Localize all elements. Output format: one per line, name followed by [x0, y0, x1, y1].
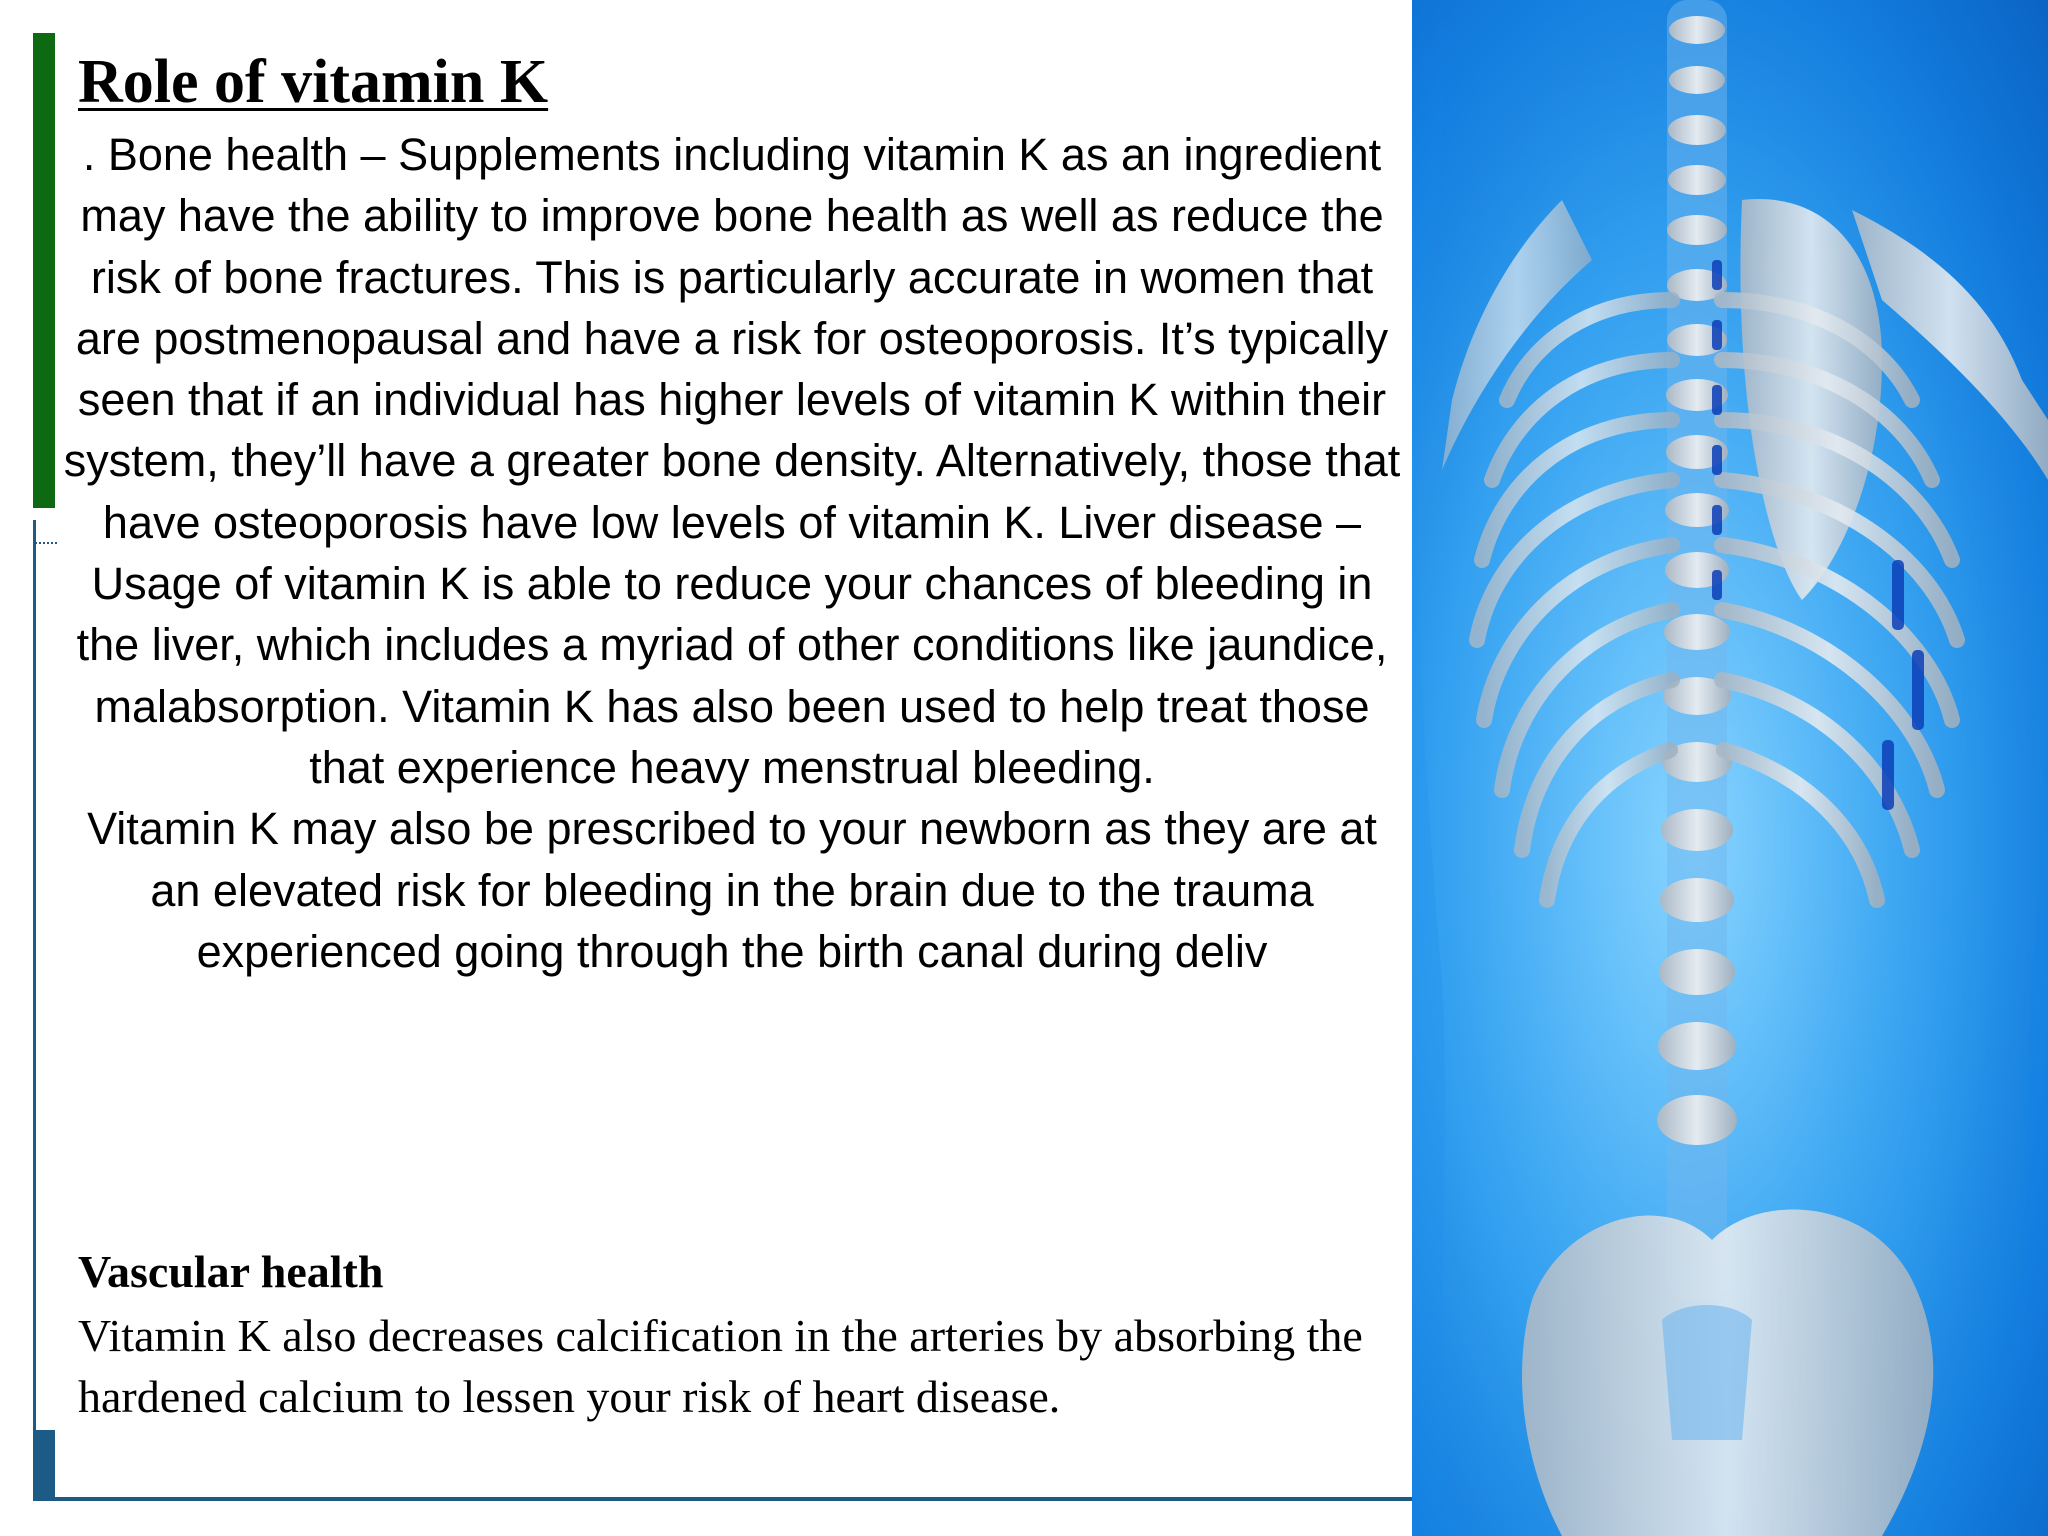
body-text-block [62, 124, 1402, 982]
green-accent-bar [33, 33, 55, 508]
bottom-border-line [33, 1497, 1413, 1501]
newborn-paragraph: Vitamin K may also be prescribed to your newborn as they are at an elevated risk for bleeding in the brain due to the trauma experienced going through the birth canal during deliv [87, 803, 1377, 977]
spine [1657, 0, 1737, 1300]
vascular-heading: Vascular health [78, 1246, 384, 1297]
vascular-text: Vitamin K also decreases calcification in the arteries by absorbing the hardened calcium to lessen your risk of heart disease. [78, 1310, 1363, 1422]
left-border-line [33, 520, 36, 1500]
blue-accent-bar [33, 1430, 55, 1500]
bone-liver-paragraph: . Bone health – Supplements including vitamin K as an ingredient may have the ability to improve bone health as well as reduce the risk of bone fractures. This is particularly accurate in women that are postmenopausal and have a risk for osteoporosis. It’s typically seen that if an individual has higher levels of vitamin K within their system, they’ll have a greater bone density. Alternatively, those that have osteoporosis have low levels of vitamin K. Liver disease – Usage of vitamin K is able to reduce your chances of bleeding in the liver, which includes a myriad of other conditions like jaundice, malabsorption. Vitamin K has also been used to help treat those that experience heavy menstrual bleeding. [63, 129, 1401, 793]
sacrum [1662, 1305, 1752, 1440]
dotted-marker [35, 542, 57, 544]
slide-title: Role of vitamin K [78, 48, 549, 116]
skeleton-image [1412, 0, 2048, 1536]
skeleton-illustration [1412, 0, 2048, 1536]
